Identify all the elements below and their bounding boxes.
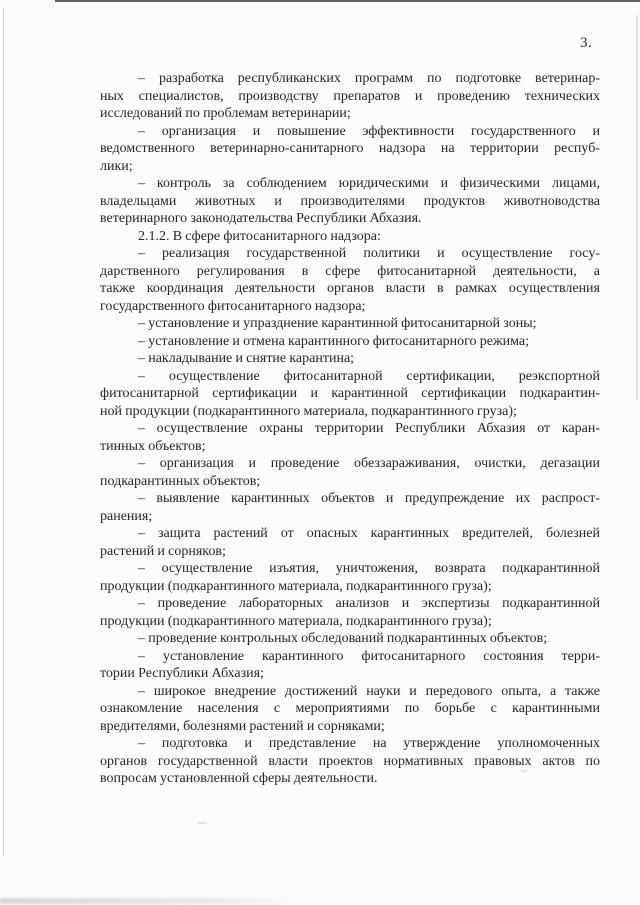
text-line: – осуществление изъятия, уничтожения, возврата подкарантинной <box>138 561 600 576</box>
text-line: – установление и отмена карантинного фитосанитарного режима; <box>138 333 529 349</box>
paragraph <box>100 630 600 648</box>
paragraph <box>100 490 600 525</box>
text-line: – осуществление охраны территории Республики Абхазия от каран- <box>138 421 600 436</box>
paragraph <box>100 595 600 630</box>
text-line: – разработка республиканских программ по подготовке ветеринар- <box>138 71 600 86</box>
text-line: лики; <box>100 158 133 174</box>
paragraph <box>100 560 600 595</box>
text-line: ознакомление населения с мероприятиями по борьбе с карантинными <box>100 701 600 716</box>
text-line: органов государственной власти проектов нормативных правовых актов по <box>100 753 600 769</box>
text-line: исследований по проблемам ветеринарии; <box>100 106 351 121</box>
text-line: – защита растений от опасных карантинных вредителей, болезней <box>138 526 600 541</box>
paragraph <box>100 315 600 333</box>
text-line: – организация и проведение обеззараживания, очистки, дегазации <box>138 456 600 471</box>
text-line: – установление карантинного фитосанитарного состояния терри- <box>138 648 600 664</box>
paragraph <box>100 683 600 736</box>
text-line: 2.1.2. В сфере фитосанитарного надзора: <box>138 228 381 244</box>
paragraph <box>100 175 600 228</box>
paragraph <box>100 525 600 560</box>
text-line: вопросам установленной сферы деятельности. <box>100 771 378 786</box>
text-line: – установление и упразднение карантинной фитосанитарной зоны; <box>138 316 537 331</box>
text-line: продукции (подкарантинного материала, подкарантинного груза); <box>100 578 492 594</box>
scan-speck <box>198 822 207 824</box>
text-line: фитосанитарной сертификации и карантинной сертификации подкарантин- <box>100 386 600 401</box>
paragraph <box>100 70 600 123</box>
paragraph <box>100 648 600 683</box>
paragraph <box>100 455 600 490</box>
text-line: владельцами животных и производителями продуктов животноводства <box>100 193 600 209</box>
scan-bottom-smudge <box>0 898 300 904</box>
text-line: – контроль за соблюдением юридическими и физическими лицами, <box>138 176 600 191</box>
text-line: государственного фитосанитарного надзора; <box>100 298 366 314</box>
text-line: – осуществление фитосанитарной сертификации, реэкспортной <box>138 368 600 384</box>
scan-edge-top-line <box>55 0 640 2</box>
paragraph <box>100 420 600 455</box>
paragraph <box>100 333 600 351</box>
text-line: – реализация государственной политики и осуществление госу- <box>138 246 600 261</box>
text-line: – накладывание и снятие карантина; <box>138 351 355 366</box>
text-line: ведомственного ветеринарно-санитарного надзора на территории респуб- <box>100 141 600 156</box>
text-line: – широкое внедрение достижений науки и передового опыта, а также <box>138 683 600 699</box>
text-line: ветеринарного законодательства Республики Абхазия. <box>100 211 422 226</box>
paragraph <box>100 350 600 368</box>
text-line: ной продукции (подкарантинного материала, подкарантинного груза); <box>100 403 517 419</box>
text-line: вредителями, болезнями растений и сорняками; <box>100 718 385 734</box>
text-line: тинных объектов; <box>100 438 206 454</box>
text-line: ных специалистов, производству препаратов и проведению технических <box>100 88 600 104</box>
text-line: – организация и повышение эффективности государственного и <box>138 123 600 139</box>
scan-edge-right-line <box>636 15 638 400</box>
text-line: – проведение лабораторных анализов и экспертизы подкарантинной <box>138 596 600 611</box>
text-line: тории Республики Абхазия; <box>100 666 264 681</box>
paragraph <box>100 228 600 246</box>
text-line: подкарантинных объектов; <box>100 473 261 489</box>
text-line: растений и сорняков; <box>100 543 226 559</box>
text-line: – выявление карантинных объектов и предупреждение их распрост- <box>138 491 600 506</box>
text-line: – проведение контрольных обследований подкарантинных объектов; <box>138 631 548 646</box>
page-number: 3. <box>580 35 593 51</box>
paragraph <box>100 735 600 788</box>
text-block <box>100 70 600 788</box>
text-line: также координация деятельности органов власти в рамках осуществления <box>100 281 600 296</box>
text-line: продукции (подкарантинного материала, подкарантинного груза); <box>100 613 492 629</box>
paragraph <box>100 368 600 421</box>
paragraph <box>100 245 600 315</box>
text-line: ранения; <box>100 508 153 524</box>
text-line: – подготовка и представление на утверждение уполномоченных <box>138 736 600 751</box>
text-line: дарственного регулирования в сфере фитосанитарной деятельности, а <box>100 263 600 279</box>
paragraph <box>100 123 600 176</box>
scan-edge-left-line <box>3 8 4 856</box>
